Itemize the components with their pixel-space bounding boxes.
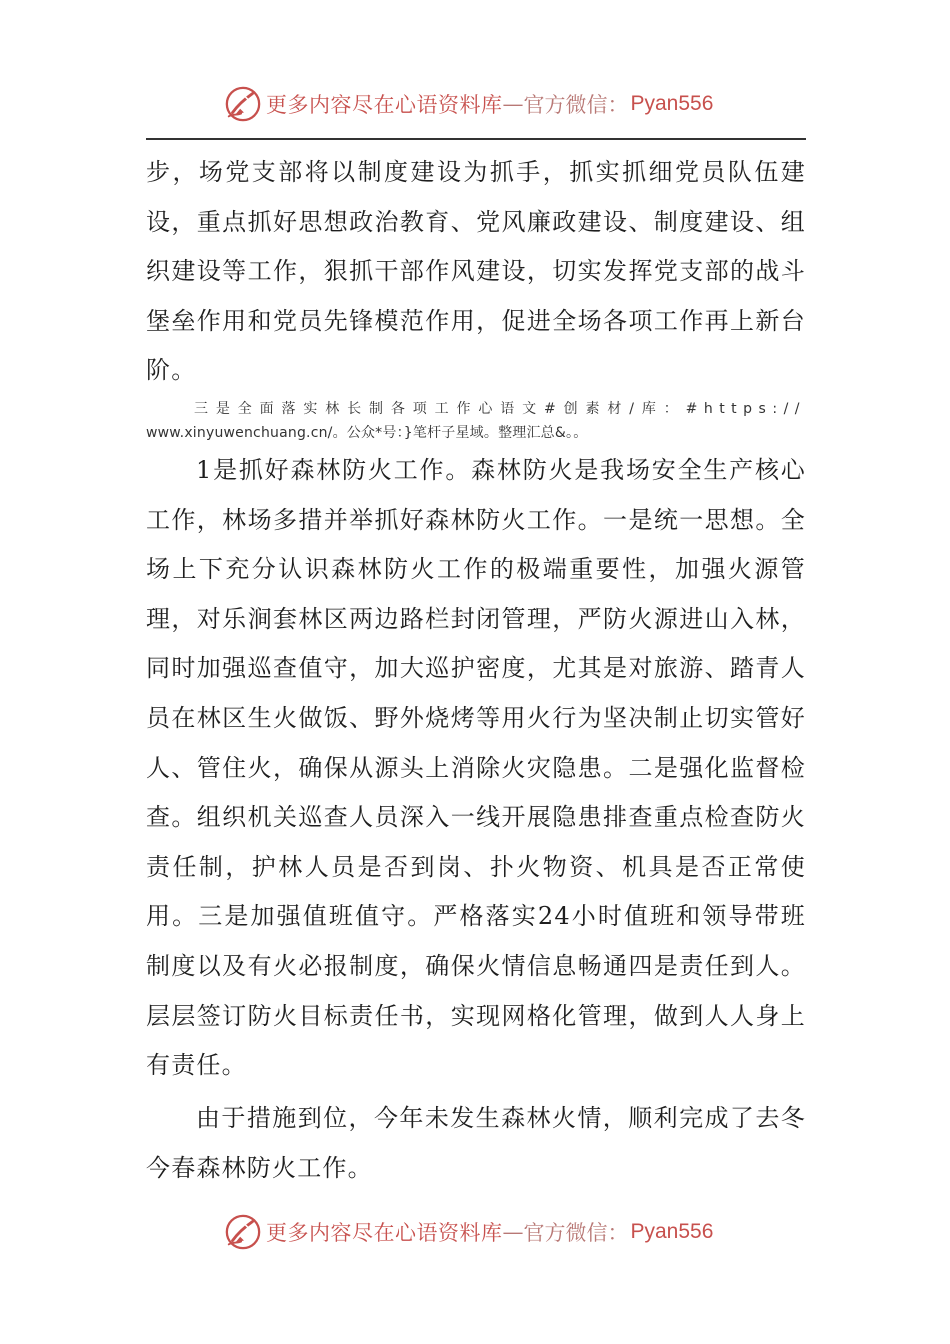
pen-logo-icon (224, 1213, 262, 1251)
body-paragraph-1: 步，场党支部将以制度建设为抓手，抓实抓细党员队伍建设，重点抓好思想政治教育、党风廉政建设、制度建设、组织建设等工作，狠抓干部作风建设，切实发挥党支部的战斗堡垒作用和党员先锋模范作用，促进全场各项工作再上新台阶。 (146, 158, 806, 385)
header-banner[interactable] (224, 82, 713, 126)
footer-banner-title: 更多内容尽在心语资料库 (266, 1221, 503, 1245)
footer-banner-wechat-id: Pyan556 (630, 1220, 714, 1243)
header-divider (146, 138, 806, 140)
section-heading-watermark (146, 397, 806, 445)
section-heading-line-1: 三是全面落实林长制各项工作心语文#创素材/库：#https:// (194, 401, 806, 417)
body-paragraph-2: 1是抓好森林防火工作。森林防火是我场安全生产核心工作，林场多措并举抓好森林防火工作。一是统一思想。全场上下充分认识森林防火工作的极端重要性，加强火源管理，对乐涧套林区两边路栏封闭管理，严防火源进山入林，同时加强巡查值守，加大巡护密度，尤其是对旅游、踏青人员在林区生火做饭、野外烧烤等用火行为坚决制止切实管好人、管住火，确保从源头上消除火灾隐患。二是强化监督检查。组织机关巡查人员深入一线开展隐患排查重点检查防火责任制，护林人员是否到岗、扑火物资、机具是否正常使用。三是加强值班值守。严格落实24小时值班和领导带班制度以及有火必报制度，确保火情信息畅通四是责任到人。层层签订防火目标责任书，实现网格化管理，做到人人身上有责任。 (146, 456, 806, 1080)
header-banner-title: 更多内容尽在心语资料库 (266, 93, 503, 117)
footer-banner-wechat-label: 官方微信： (523, 1221, 629, 1245)
pen-logo-icon (224, 85, 262, 123)
footer-banner-dash: — (502, 1220, 524, 1244)
section-heading-line-2: www.xinyuwenchuang.cn/。公众*号：}笔杆子星域。整理汇总&。。 (146, 425, 588, 441)
body-paragraph-3: 由于措施到位，今年未发生森林火情，顺利完成了去冬今春森林防火工作。 (146, 1104, 806, 1182)
header-banner-dash: — (502, 92, 524, 116)
footer-banner[interactable] (224, 1210, 713, 1254)
header-banner-wechat-label: 官方微信： (523, 93, 629, 117)
header-banner-wechat-id: Pyan556 (630, 92, 714, 115)
